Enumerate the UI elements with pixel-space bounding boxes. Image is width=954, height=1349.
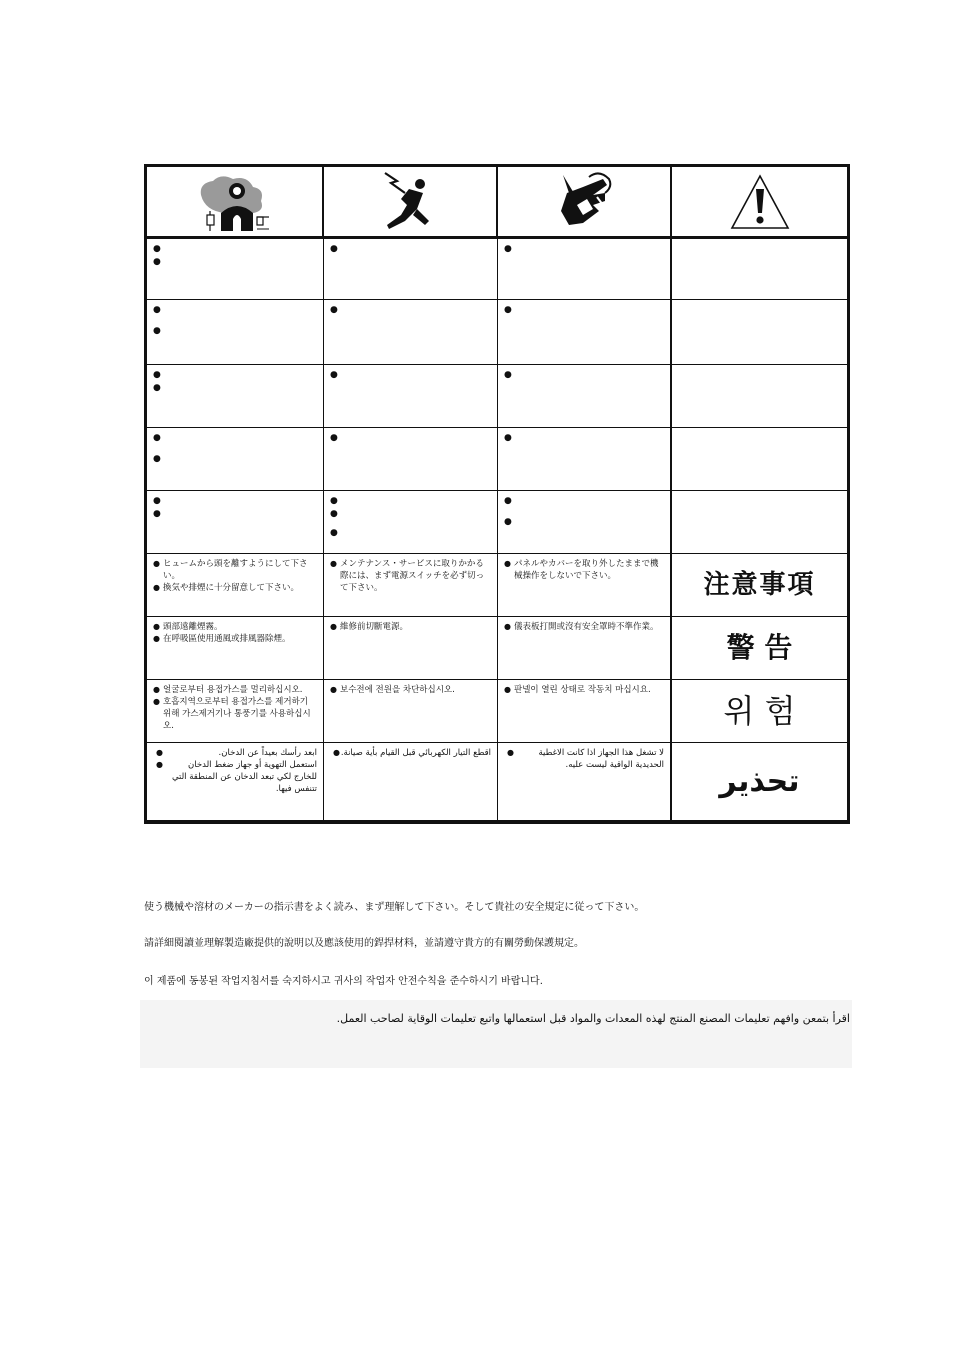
moving-parts-hand-icon <box>553 171 615 233</box>
bullet-icon <box>504 432 664 445</box>
covers-cell <box>498 743 672 821</box>
table-row <box>147 300 847 365</box>
bullet-icon <box>504 495 664 508</box>
list-item: ● اقطع التيار الكهربائي قبل القيام بأية صيانة. <box>333 748 491 758</box>
list-item: ● 在呼吸區使用通風或排風器除煙。 <box>153 634 291 644</box>
list-item: ● 판넬이 열린 상태로 작동치 마십시요. <box>504 685 651 695</box>
fumes-cell <box>147 365 324 428</box>
list-item: ● 換気や排煙に十分留意して下さい。 <box>153 583 300 593</box>
fumes-cell <box>147 680 324 743</box>
bullet-icon <box>504 304 664 317</box>
list-item: ● 頭部遠離煙霧。 <box>153 622 223 632</box>
covers-cell <box>498 617 672 680</box>
bullet-icon <box>153 304 317 317</box>
footer-instruction-japanese: 使う機械や溶材のメーカーの指示書をよく読み、まず理解して下さい。そして貴社の安全規定に従って下さい。 <box>144 902 645 913</box>
table-row <box>147 239 847 300</box>
electric-cell <box>324 491 498 554</box>
electric-cell <box>324 743 498 821</box>
covers-cell <box>498 491 672 554</box>
warning-word-cell <box>672 617 847 680</box>
table-row <box>147 365 847 428</box>
fumes-cell <box>147 491 324 554</box>
electric-cell <box>324 239 498 300</box>
bullet-icon <box>153 325 317 338</box>
fumes-cell <box>147 617 324 680</box>
table-row-korean <box>147 680 847 743</box>
table-row <box>147 491 847 554</box>
fumes-cell <box>147 428 324 491</box>
warning-word-cell <box>672 680 847 743</box>
electric-shock-icon-cell <box>324 167 498 239</box>
covers-cell <box>498 239 672 300</box>
bullet-icon <box>153 382 317 395</box>
bullet-icon <box>330 508 491 521</box>
electric-cell <box>324 365 498 428</box>
warning-word-cell <box>672 491 847 554</box>
warning-word-cell <box>672 428 847 491</box>
bullet-icon <box>330 243 491 256</box>
bullet-icon <box>153 453 317 466</box>
warning-word-cell <box>672 743 847 821</box>
warning-word-arabic: تحذير <box>719 763 800 799</box>
list-item: ● メンテナンス・サービスに取りかかる際には、まず電源スイッチを必ず切って下さい。 <box>330 559 485 593</box>
list-item: ● ابعد رأسك بعيداً عن الدخان. <box>156 748 317 758</box>
electric-cell <box>324 428 498 491</box>
electric-shock-icon <box>379 171 441 233</box>
bullet-icon <box>504 516 664 529</box>
scan-shading <box>140 1000 852 1068</box>
electric-cell <box>324 300 498 365</box>
warning-word-chinese: 警 告 <box>726 631 793 664</box>
bullet-icon <box>504 243 664 256</box>
warning-word-cell <box>672 554 847 617</box>
fumes-icon-cell <box>147 167 324 239</box>
warning-word-japanese: 注意事項 <box>703 570 816 600</box>
fumes-cell <box>147 743 324 821</box>
general-warning-icon-cell <box>672 167 847 239</box>
footer-instruction-arabic: اقرأ بتمعن وافهم تعليمات المصنع المنتج لهذه المعدات والمواد قبل استعمالها واتبع تعليمات الوقاية لصاحب العمل. <box>336 1012 850 1025</box>
table-row <box>147 428 847 491</box>
bullet-icon <box>330 369 491 382</box>
bullet-icon <box>153 508 317 521</box>
bullet-icon <box>330 495 491 508</box>
fumes-cell <box>147 554 324 617</box>
bullet-icon <box>153 243 317 256</box>
icon-header-row <box>147 167 847 239</box>
safety-warning-table <box>144 164 850 824</box>
covers-cell <box>498 300 672 365</box>
bullet-icon <box>330 527 491 540</box>
bullet-icon <box>330 304 491 317</box>
covers-cell <box>498 428 672 491</box>
list-item: ● 얼굴로부터 용접가스를 멀리하십시오. <box>153 685 303 695</box>
bullet-icon <box>153 256 317 269</box>
footer-instruction-chinese: 請詳細閱讀並理解製造廠提供的說明以及應該使用的銲捍材料，並請遵守貴方的有關勞動保護規定。 <box>144 938 584 949</box>
list-item: ● 보수전에 전원을 차단하십시오. <box>330 685 455 695</box>
fumes-cell <box>147 239 324 300</box>
moving-parts-icon-cell <box>498 167 672 239</box>
list-item: ● 호흡지역으로부터 용접가스를 제거하기 위해 가스제거기나 통풍기를 사용하십시오. <box>153 697 311 731</box>
warning-word-korean: 위 험 <box>723 692 796 730</box>
bullet-icon <box>153 495 317 508</box>
list-item: ● استعمل التهوية أو جهاز ضغط الدخان للخارج لكي تبعد الدخان عن المنطقة التي تتنفس فيها. <box>156 760 317 794</box>
table-row-japanese <box>147 554 847 617</box>
bullet-icon <box>153 432 317 445</box>
warning-word-cell <box>672 239 847 300</box>
list-item: ● 維修前切斷電源。 <box>330 622 409 632</box>
table-row-chinese <box>147 617 847 680</box>
covers-cell <box>498 554 672 617</box>
table-row-arabic <box>147 743 847 821</box>
covers-cell <box>498 680 672 743</box>
fumes-breathing-icon <box>195 171 275 233</box>
bullet-icon <box>504 369 664 382</box>
bullet-icon <box>330 432 491 445</box>
electric-cell <box>324 680 498 743</box>
covers-cell <box>498 365 672 428</box>
list-item: ● ヒュームから頭を離すようにして下さい。 <box>153 559 308 581</box>
bullet-icon <box>153 369 317 382</box>
warning-triangle-icon <box>729 173 791 231</box>
footer-instruction-korean: 이 제품에 동봉된 작업지침서를 숙지하시고 귀사의 작업자 안전수칙을 준수하시기 바랍니다. <box>144 976 543 987</box>
fumes-cell <box>147 300 324 365</box>
list-item: ● لا تشغل هذا الجهاز اذا كانت الاغطية الحديدية الواقية ليست عليه. <box>507 748 664 770</box>
electric-cell <box>324 554 498 617</box>
warning-word-cell <box>672 365 847 428</box>
electric-cell <box>324 617 498 680</box>
warning-word-cell <box>672 300 847 365</box>
list-item: ● 儀表板打開或沒有安全罩時不準作業。 <box>504 622 659 632</box>
list-item: ● パネルやカバーを取り外したままで機械操作をしないで下さい。 <box>504 559 659 581</box>
